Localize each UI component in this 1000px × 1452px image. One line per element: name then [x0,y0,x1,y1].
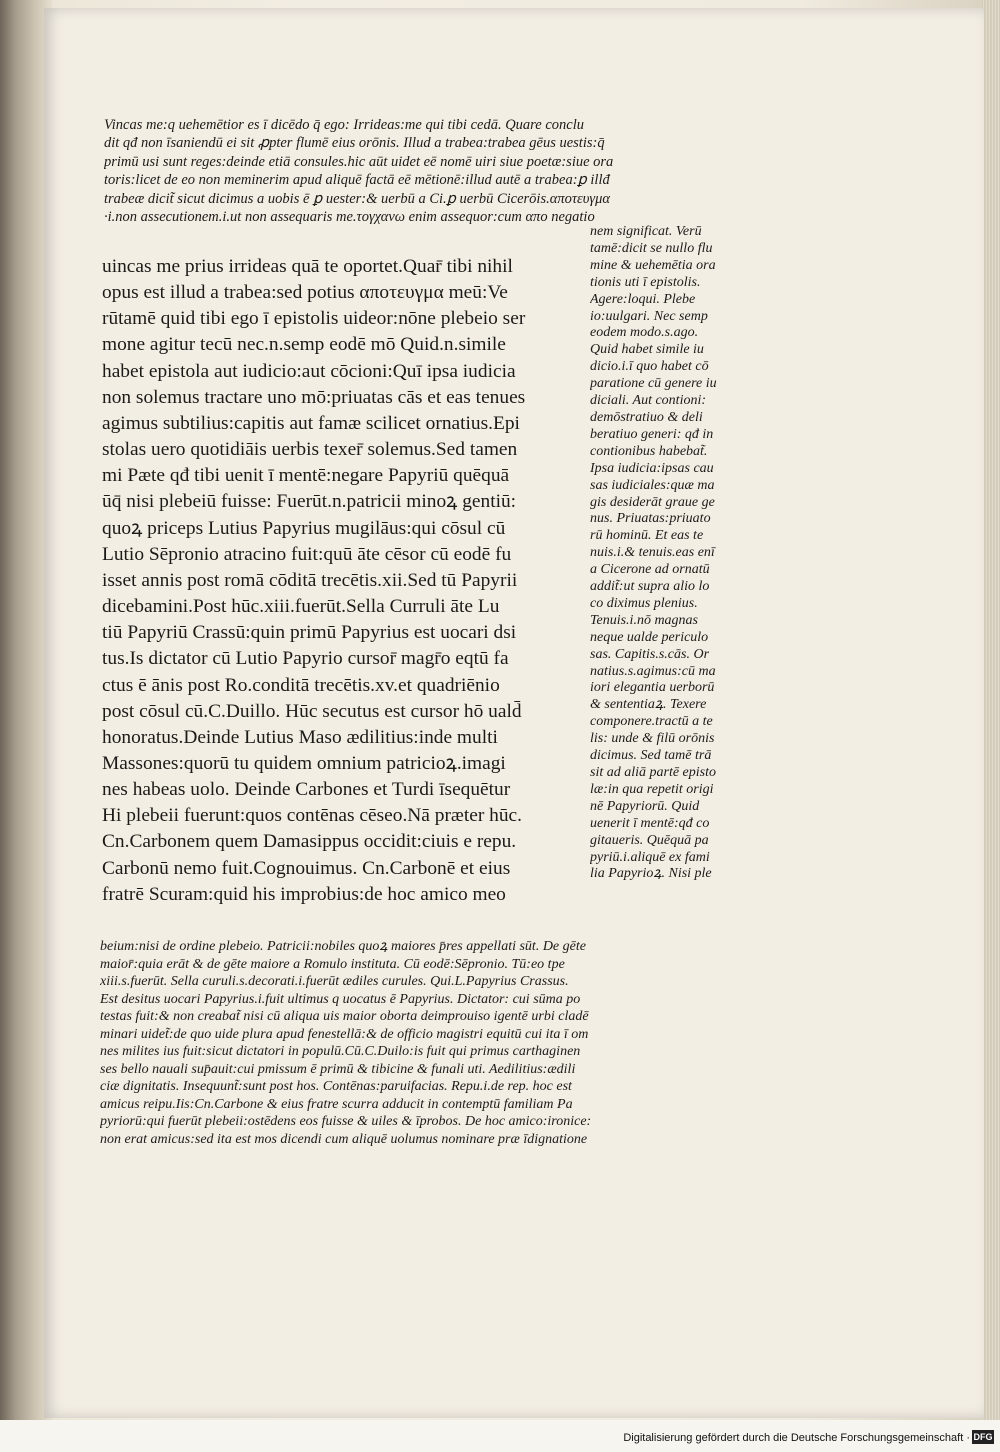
text-line: isset annis post romā cōditā trecētis.xii.Sed tū Papyrii [102,569,518,591]
commentary-line: lis: unde & filū orōnis [590,731,715,747]
text-line: fratrē Scuram:quid his improbius:de hoc amico meo [102,883,506,905]
commentary-line: eodem modo.s.ago. [590,325,699,341]
text-line: Lutio Sēpronio atracino fuit:quū āte cēsor cū eodē fu [102,543,512,565]
main-text [102,254,574,908]
commentary-line: nem significat. Verū [590,224,702,239]
commentary-line: tamē:dicit se nullo flu [590,240,713,256]
text-line: dicebamini.Post hūc.xiii.fuerūt.Sella Curruli āte Lu [102,596,500,618]
commentary-line: beium:nisi de ordine plebeio. Patricii:nobiles quoꝝ maiores p̄res appellati sūt. De gēte [100,939,586,954]
text-line: Cn.Carbonem quem Damasippus occidit:ciuis e repu. [102,831,517,853]
commentary-line: minari uidet̃:de quo uide plura apud fenestellā:& de officio magistri equitū cui ita ī om [100,1026,589,1042]
text-line: stolas uero quotidiāis uerbis texer̄ solemus.Sed tamen [102,439,518,461]
commentary-line: addit̃:ut supra alio lo [590,579,710,595]
commentary-line: nes milites ius fuit:sicut dictatori in populū.Cū.C.Duilo:is fuit qui primus carthaginen [100,1044,581,1059]
top-commentary [104,116,774,226]
commentary-line: componere.tractū a te [590,714,713,730]
text-line: honoratus.Deinde Lutius Maso ædilitius:inde multi [102,726,498,748]
commentary-line: neque ualde periculo [590,629,709,645]
commentary-line: io:uulgari. Nec semp [590,308,708,324]
commentary-line: nē Papyriorū. Quid [590,798,700,814]
side-commentary [590,224,776,883]
commentary-line: Tenuis.i.nō magnas [590,612,699,628]
commentary-line: primū usi sunt reges:deinde etiā consules.hic aūt uidet eē nomē uiri siue poetæ:siue ora [104,153,614,170]
commentary-line: pyriorū:qui fuerūt plebeii:ostēdens eos fuisse & uiles & īprobos. De hoc amico:ironice: [100,1114,592,1129]
commentary-line: Vincas me:q uehemētior es ī dicēdo q̄ ego: Irrideas:me qui tibi cedā. Quare conclu [104,117,584,133]
text-line: rūtamē quid tibi ego ī epistolis uideor:nōne plebeio ser [102,308,526,330]
commentary-line: dit qđ non īsaniendū ei sit ꝓpter flumē eius orōnis. Illud a trabea:trabea gēus uestis:q̄ [104,135,605,152]
commentary-line: mine & uehemētia ora [590,257,716,273]
text-line: quoꝝ priceps Lutius Papyrius mugilāus:qui cōsul cū [102,517,506,539]
commentary-line: paratione cū genere iu [590,376,717,392]
commentary-line: beratiuo generi: qđ in [590,426,714,442]
commentary-line: gis desiderāt graue ge [590,494,715,510]
commentary-line: tionis uti ī epistolis. [590,274,701,290]
commentary-line: ·i.non assecutionem.i.ut non assequaris me.τογχανω enim assequor:cum απο negatio [104,209,595,226]
commentary-line: nus. Priuatas:priuato [590,511,711,527]
commentary-line: testas fuit:& non creabat̃ nisi cū aliqua uis maior oborta deimprouiso igentē urbi cladē [100,1009,589,1024]
commentary-line: co diximus plenius. [590,595,698,611]
text-line: uincas me prius irrideas quā te oportet.Quar̄ tibi nihil [102,256,513,277]
text-line: tus.Is dictator cū Lutio Papyrio cursor̄ magr̄o eqtū fa [102,648,509,670]
commentary-line: trabeæ dicit̃ sicut dicimus a uobis ē ꝑ uester:& uerbū a Ci.ꝑ uerbū Cicerōis.αποτευγμα [104,190,611,207]
text-line: ūq̄ nisi plebeiū fuisse: Fuerūt.n.patricii minoꝝ gentiū: [102,491,517,513]
commentary-line: Agere:loqui. Plebe [590,291,696,307]
text-line: agimus subtilius:capitis aut famæ scilicet ornatius.Epi [102,412,520,434]
text-line: ctus ē ānis post Ro.conditā trecētis.xv.et quadriēnio [102,674,500,696]
commentary-line: sas. Capitis.s.cās. Or [590,646,710,662]
commentary-line: læ:in qua repetit origi [590,781,714,797]
commentary-line: a Cicerone ad ornatū [590,562,710,578]
commentary-line: dicio.i.ī quo habet cō [590,359,709,375]
commentary-line: maior̄:quia erāt & de gēte maiore a Romulo instituta. Cū eodē:Sēpronio. Tū:eo tpe [100,956,565,972]
commentary-line: gitaueris. Quēquā pa [590,832,709,848]
commentary-line: lia Papyrioꝝ. Nisi ple [590,866,712,882]
digitization-credit: Digitalisierung gefördert durch die Deutsche Forschungsgemeinschaft · [623,1432,970,1444]
commentary-line: uenerit ī mentē:qđ co [590,815,710,831]
commentary-line: ses bello nauali sup̄auit:cui pmissum ē primū & tibicine & funali uti. Aedilitius:ædili [100,1061,576,1077]
commentary-line: ciæ dignitatis. Insequunt̃:sunt post hos. Contēnas:paruifacias. Repu.i.de rep. hoc est [100,1079,572,1094]
text-line: habet epistola aut iudicio:aut cōcioni:Quī ipsa iudicia [102,360,516,382]
commentary-line: non erat amicus:sed ita est mos dicendi cum aliquē uolumus nominare præ īdignatione [100,1131,588,1147]
commentary-line: diciali. Aut contioni: [590,393,707,409]
text-line: Carbonū nemo fuit.Cognouimus. Cn.Carbonē et eius [102,857,511,879]
commentary-line: Quid habet simile iu [590,342,704,358]
text-line: mi Pæte qđ tibi uenit ī mentē:negare Papyriū quēquā [102,465,510,487]
text-line: post cōsul cū.C.Duillo. Hūc secutus est cursor hō uald̄ [102,700,522,722]
commentary-line: iori elegantia uerborū [590,680,715,696]
dfg-logo: DFG [973,1432,993,1442]
commentary-line: toris:licet de eo non meminerim apud aliquē factā eē mētionē:illud autē a trabea:ꝑ illđ [104,172,610,189]
commentary-line: sas iudiciales:quæ ma [590,477,715,493]
text-line: Hi plebeii fuerunt:quos contēnas cēseo.Nā præter hūc. [102,805,522,827]
commentary-line: rū hominū. Et eas te [590,528,704,544]
text-line: nes habeas uolo. Deinde Carbones et Turdi īsequētur [102,779,511,801]
page-edge [982,0,1000,1420]
commentary-line: xiii.s.fuerūt. Sella curuli.s.decorati.i.fuerūt ædiles curules. Qui.L.Papyrius Crassus. [100,974,569,989]
text-line: mone agitur tecū nec.n.semp eodē mō Quid.n.simile [102,334,506,356]
commentary-line: natius.s.agimus:cū ma [590,663,716,679]
commentary-line: amicus reipu.Iis:Cn.Carbone & eius fratre scurra adducit in contemptū familiam Pa [100,1096,573,1112]
commentary-line: sit ad aliā partē episto [590,765,716,780]
commentary-line: pyriū.i.aliquē ex fami [590,849,710,865]
commentary-line: Ipsa iudicia:ipsas cau [590,460,714,476]
text-line: Massones:quorū tu quidem omnium patricioꝝ.imagi [102,752,506,774]
bottom-commentary [100,938,770,1148]
text-line: non solemus tractare uno mō:priuatas cās et eas tenues [102,386,526,408]
commentary-line: nuis.i.& tenuis.eas enī [590,545,715,561]
commentary-line: contionibus habebat̃. [590,443,708,459]
commentary-line: demōstratiuo & deli [590,409,703,425]
commentary-line: Est desitus uocari Papyrius.i.fuit ultimus q uocatus ē Papyrius. Dictator: cui sūma po [100,991,581,1007]
commentary-line: & sententiaꝝ. Texere [590,697,707,713]
text-line: opus est illud a trabea:sed potius αποτευγμα meū:Ve [102,282,508,304]
text-line: tiū Papyriū Crassū:quin primū Papyrius est uocari dsi [102,622,517,644]
commentary-line: dicimus. Sed tamē trā [590,748,712,764]
